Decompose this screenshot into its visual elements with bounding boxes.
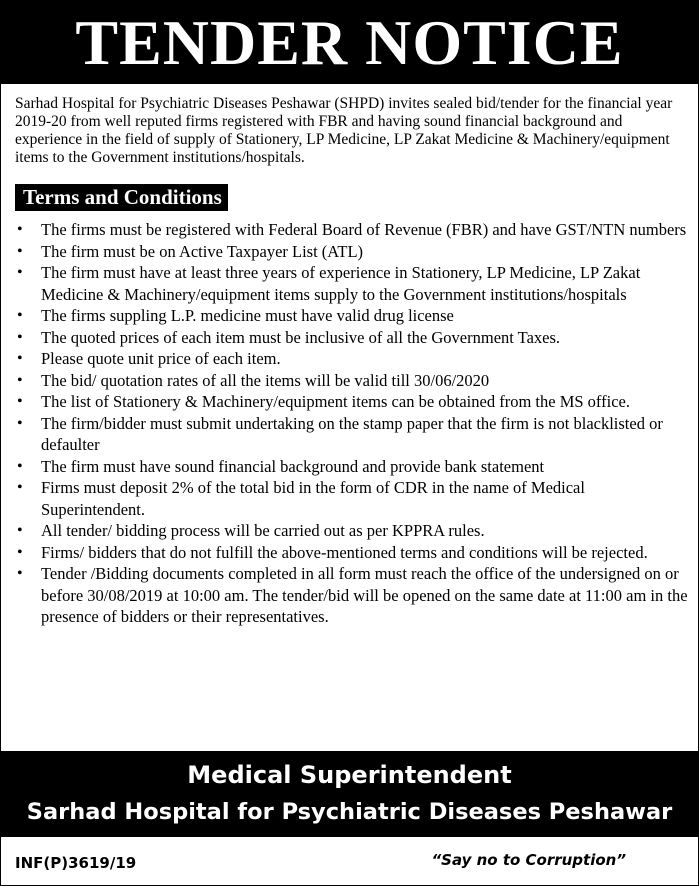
term-text: All tender/ bidding process will be carried out as per KPPRA rules. — [41, 521, 485, 540]
term-item — [15, 219, 691, 241]
term-item — [15, 456, 691, 478]
term-text: The list of Stationery & Machinery/equipment items can be obtained from the MS office. — [41, 392, 630, 411]
term-text: The firm must have at least three years of experience in Stationery, LP Medicine, LP Zakat Medicine & Machinery/equipment items supply to the Government institutions/hospitals — [41, 263, 641, 304]
term-text: Tender /Bidding documents completed in all form must reach the office of the undersigned on or before 30/08/2019 at 10:00 am. The tender/bid will be opened on the same date at 11:00 am in the presence of bidders or their representatives. — [41, 564, 688, 626]
term-text: Firms/ bidders that do not fulfill the above-mentioned terms and conditions will be rejected. — [41, 542, 648, 562]
slogan: “Say no to Corruption” — [431, 851, 626, 869]
bullet-icon: • — [17, 371, 23, 389]
term-text: The firm must have sound financial background and provide bank statement — [41, 456, 545, 476]
term-item — [15, 348, 691, 370]
bullet-icon: • — [17, 307, 23, 324]
notice-title: TENDER NOTICE — [1, 1, 698, 84]
term-item — [15, 262, 691, 305]
terms-heading: Terms and Conditions — [15, 184, 228, 211]
intro-paragraph: Sarhad Hospital for Psychiatric Diseases Peshawar (SHPD) invites sealed bid/tender for the financial year 2019-20 from well reputed firms registered with FBR and having sound financial background and experience in the field of supply of Stationery, LP Medicine, LP Zakat Medicine & Machinery/equipment items to the Government institutions/hospitals. — [15, 95, 673, 166]
term-text: Please quote unit price of each item. — [41, 349, 281, 368]
term-item — [15, 327, 691, 349]
term-item — [15, 413, 691, 456]
term-text: The firm/bidder must submit undertaking on the stamp paper that the firm is not blacklisted or defaulter — [41, 413, 663, 454]
term-item — [15, 391, 691, 413]
signatory-title: Medical Superintendent — [187, 761, 512, 789]
bullet-icon: • — [17, 522, 23, 539]
term-text: The firms must be registered with Federal Board of Revenue (FBR) and have GST/NTN numbers — [41, 220, 687, 239]
bullet-icon: • — [17, 543, 23, 561]
term-item — [15, 241, 691, 263]
term-item — [15, 305, 691, 327]
term-text: The firm must be on Active Taxpayer List (ATL) — [41, 241, 364, 261]
term-item — [15, 477, 691, 520]
bullet-icon: • — [17, 264, 23, 281]
bullet-icon: • — [17, 242, 23, 260]
bullet-icon: • — [17, 393, 23, 410]
bullet-icon: • — [17, 328, 23, 346]
bullet-icon: • — [17, 479, 23, 496]
bullet-icon: • — [17, 565, 23, 582]
organization-name: Sarhad Hospital for Psychiatric Diseases Peshawar — [26, 799, 673, 825]
term-text: The bid/ quotation rates of all the items will be valid till 30/06/2020 — [41, 370, 490, 390]
terms-list — [15, 219, 691, 628]
term-text: Firms must deposit 2% of the total bid in the form of CDR in the name of Medical Superintendent. — [41, 478, 585, 519]
term-item — [15, 370, 691, 392]
bullet-icon: • — [17, 350, 23, 367]
signature-block — [1, 751, 698, 837]
term-text: The quoted prices of each item must be inclusive of all the Government Taxes. — [41, 327, 561, 347]
bullet-icon: • — [17, 221, 23, 238]
bullet-icon: • — [17, 457, 23, 475]
reference-number: INF(P)3619/19 — [15, 854, 137, 872]
term-item — [15, 520, 691, 542]
term-item — [15, 542, 691, 564]
bullet-icon: • — [17, 414, 23, 432]
term-text: The firms suppling L.P. medicine must have valid drug license — [41, 306, 454, 325]
term-item — [15, 563, 691, 628]
